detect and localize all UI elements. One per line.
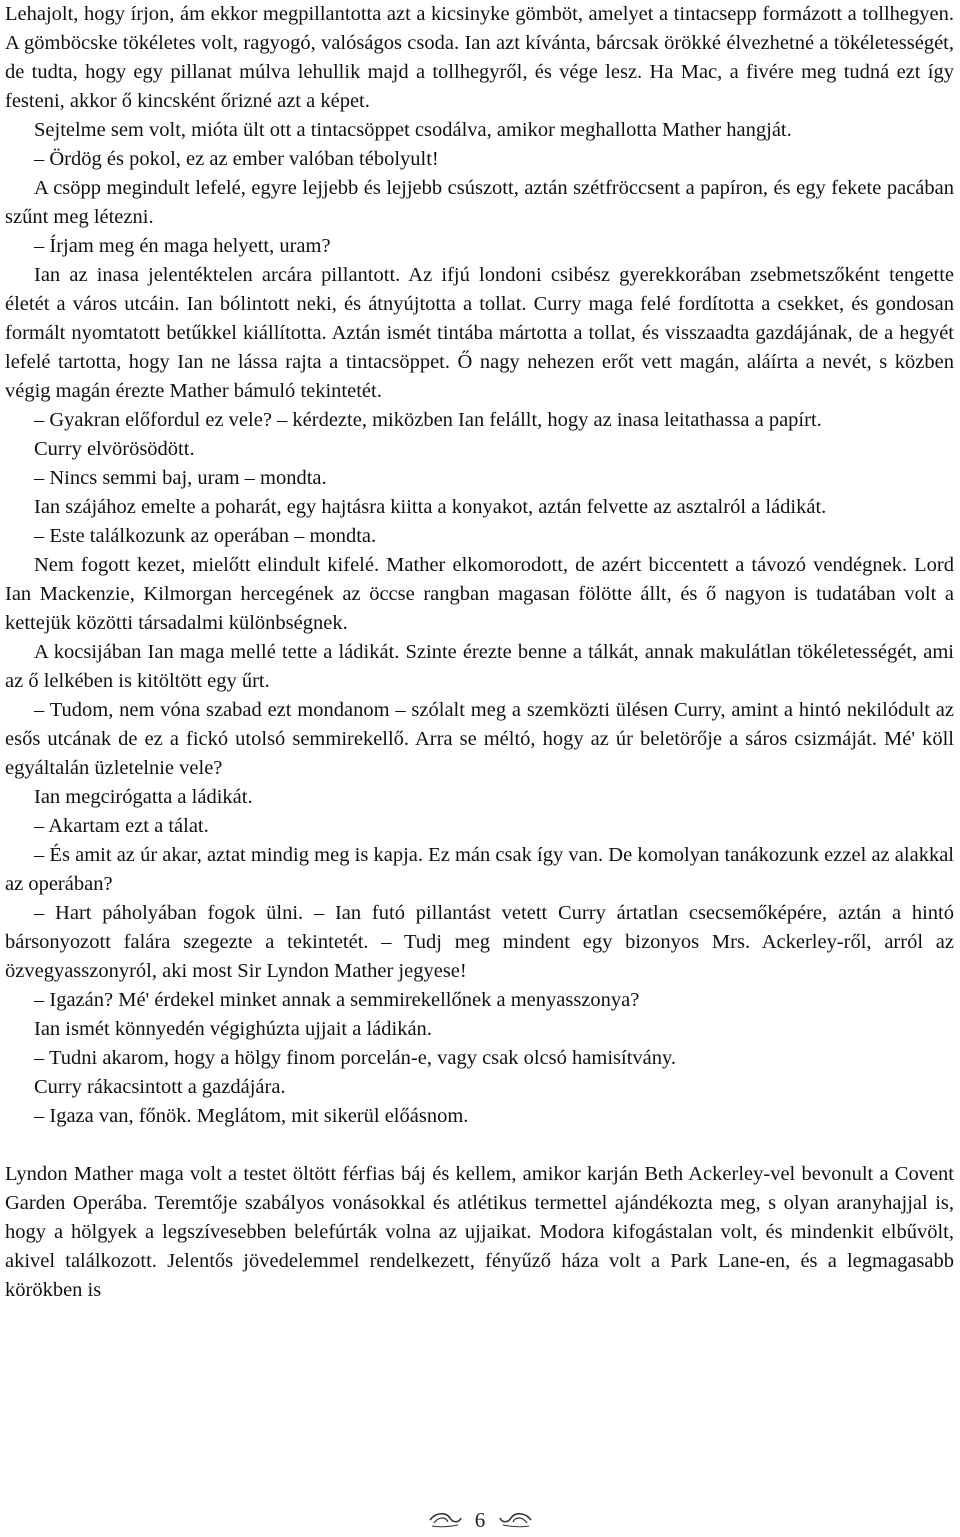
paragraph: Ian megcirógatta a ládikát. [34, 786, 253, 808]
page-footer [0, 1506, 960, 1533]
leaf-scroll-icon [499, 1511, 533, 1529]
paragraph: Nem fogott kezet, mielőtt elindult kifelé. Mather elkomorodott, de azért biccentett a távozó vendégnek. Lord Ian Mackenzie, Kilmorgan hercegének az öccse rangban magasan fölötte állt, és ő nagyon is tudatában volt a kettejük közötti társadalmi különbségnek. [5, 554, 954, 634]
paragraph: – Hart páholyában fogok ülni. – Ian futó pillantást vetett Curry ártatlan csecsemőképére, aztán a hintó bársonyozott falára szegezte a tekintetét. – Tudj meg mindent egy bizonyos Mrs. Ackerley-ről, arról az özvegyasszonyról, aki most Sir Lyndon Mather jegyese! [5, 902, 954, 982]
page-number: 6 [474, 1507, 486, 1532]
paragraph: Sejtelme sem volt, mióta ült ott a tintacsöppet csodálva, amikor meghallotta Mather hangját. [34, 119, 792, 141]
paragraph: A kocsijában Ian maga mellé tette a ládikát. Szinte érezte benne a tálkát, annak makulátlan tökéletességét, ami az ő lelkében is kitöltött egy űrt. [5, 641, 954, 692]
paragraph: – Igaza van, főnök. Meglátom, mit sikerül előásnom. [34, 1105, 469, 1127]
paragraph: – Ördög és pokol, ez az ember valóban tébolyult! [34, 148, 439, 170]
paragraph: – Gyakran előfordul ez vele? – kérdezte, miközben Ian felállt, hogy az inasa leitathassa a papírt. [34, 409, 822, 431]
paragraph: – És amit az úr akar, aztat mindig meg is kapja. Ez mán csak így van. De komolyan tanákozunk ezzel az alakkal az operában? [5, 844, 954, 895]
paragraph: Lehajolt, hogy írjon, ám ekkor megpillantotta azt a kicsinyke gömböt, amelyet a tintacsepp formázott a tollhegyen. A gömböcske tökéletes volt, ragyogó, valóságos csoda. Ian azt kívánta, bárcsak örökké élvezhetné a tökéletességét, de tudta, hogy egy pillanat múlva lehullik majd a tollhegyről, és vége lesz. Ha Mac, a fivére meg tudná ezt így festeni, akkor ő kincsként őrizné azt a képet. [5, 3, 954, 112]
paragraph: – Este találkozunk az operában – mondta. [34, 525, 377, 547]
paragraph: – Akartam ezt a tálat. [34, 815, 209, 837]
paragraph: Ian ismét könnyedén végighúzta ujjait a ládikán. [34, 1018, 432, 1040]
paragraph: Ian az inasa jelentéktelen arcára pillantott. Az ifjú londoni csibész gyerekkorában zsebmetszőként tengette életét a város utcáin. Ian bólintott neki, és átnyújtotta a tollat. Curry maga felé fordította a csekket, és gondosan formált nyomtatott betűkkel kiállította. Aztán ismét tintába mártotta a tollat, és visszaadta gazdájának, de a hegyét lefelé tartotta, hogy Ian ne lássa rajta a tintacsöppet. Ő nagy nehezen erőt vett magán, aláírta a nevét, s közben végig magán érezte Mather bámuló tekintetét. [5, 264, 954, 402]
paragraph: Curry elvörösödött. [34, 438, 195, 460]
document-body [5, 0, 954, 1305]
paragraph: – Tudni akarom, hogy a hölgy finom porcelán-e, vagy csak olcsó hamisítvány. [34, 1047, 677, 1069]
paragraph: – Tudom, nem vóna szabad ezt mondanom – szólalt meg a szemközti ülésen Curry, amint a hintó nekilódult az esős utcának de ez a fickó utolsó semmirekellő. Arra se méltó, hogy az úr beletörője a sáros csizmáját. Mé' köll egyáltalán üzletelnie vele? [5, 699, 954, 779]
leaf-scroll-icon [428, 1511, 462, 1529]
paragraph: A csöpp megindult lefelé, egyre lejjebb és lejjebb csúszott, aztán szétfröccsent a papíron, és egy fekete pacában szűnt meg létezni. [5, 177, 954, 228]
paragraph: – Nincs semmi baj, uram – mondta. [34, 467, 327, 489]
paragraph: – Igazán? Mé' érdekel minket annak a semmirekellőnek a menyasszonya? [34, 989, 640, 1011]
paragraph: Ian szájához emelte a poharát, egy hajtásra kiitta a konyakot, aztán felvette az asztalról a ládikát. [34, 496, 827, 518]
paragraph: – Írjam meg én maga helyett, uram? [34, 235, 331, 257]
paragraph: Lyndon Mather maga volt a testet öltött férfias báj és kellem, amikor karján Beth Ackerley-vel bevonult a Covent Garden Operába. Teremtője szabályos vonásokkal és atlétikus termettel ajándékozta meg, s olyan aranyhajjal is, hogy a hölgyek a legszívesebben belefúrták volna az ujjaikat. Modora kifogástalan volt, és mindenkit elbűvölt, akivel találkozott. Jelentős jövedelemmel rendelkezett, fényűző háza volt a Park Lane-en, és a legmagasabb körökben is [5, 1163, 954, 1301]
paragraph: Curry rákacsintott a gazdájára. [34, 1076, 286, 1098]
section-break [5, 1131, 954, 1160]
